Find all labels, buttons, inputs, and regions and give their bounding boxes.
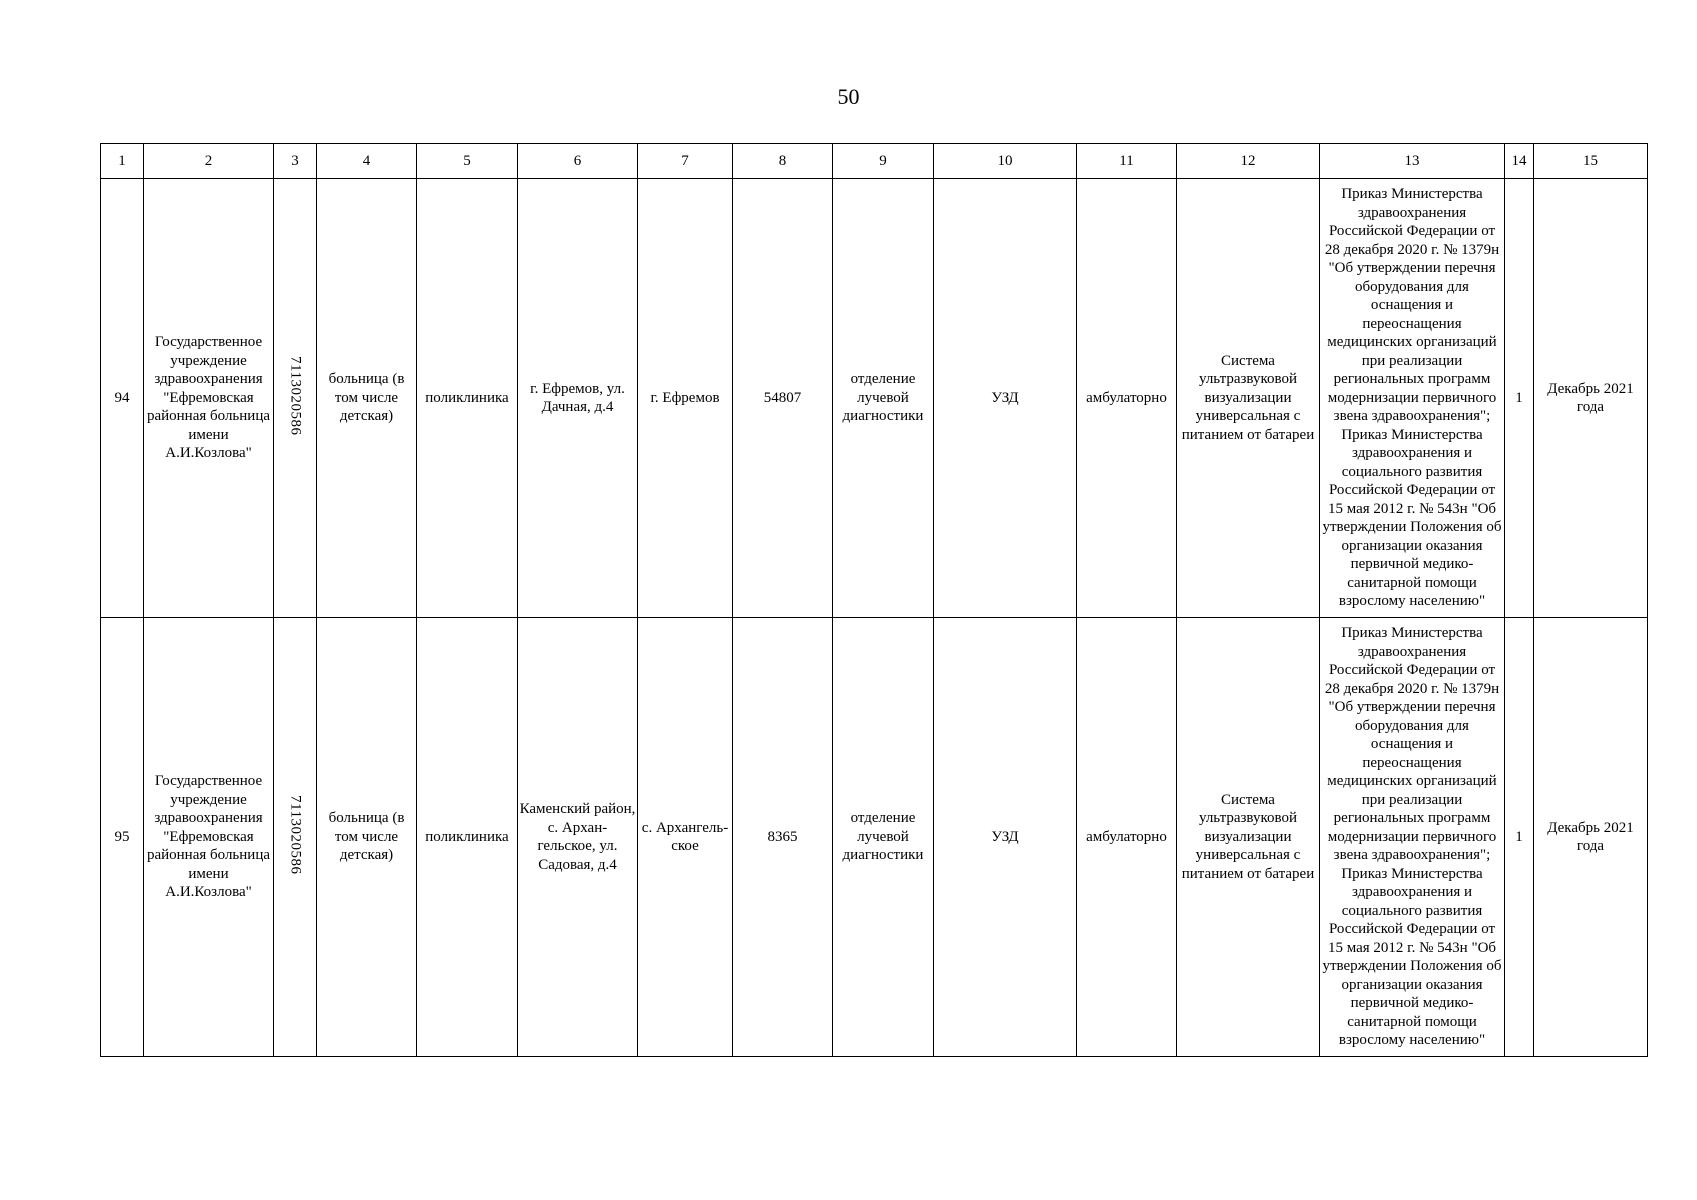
header-cell: 4	[317, 144, 417, 179]
header-cell: 9	[833, 144, 934, 179]
equipment-name: Система ультразвуковой визуализации универсальная с питанием от батареи	[1177, 618, 1320, 1057]
header-row	[101, 144, 1648, 179]
header-cell: 14	[1505, 144, 1534, 179]
address: г. Ефремов, ул. Дачная, д.4	[518, 179, 638, 618]
table-row	[101, 179, 1648, 618]
population: 8365	[733, 618, 833, 1057]
care-condition: амбулаторно	[1077, 618, 1177, 1057]
address: Каменский район, с. Архан-гельское, ул. Садовая, д.4	[518, 618, 638, 1057]
equipment-code: УЗД	[934, 618, 1077, 1057]
inn-value: 7113020586	[287, 794, 304, 874]
row-number: 95	[101, 618, 144, 1057]
equipment-table	[100, 143, 1648, 1057]
unit: отделение лучевой диагностики	[833, 179, 934, 618]
institution-name: Государственное учреждение здравоохранения "Ефремовская районная больница имени А.И.Козлова"	[144, 618, 274, 1057]
legal-basis: Приказ Министерства здравоохранения Российской Федерации от 28 декабря 2020 г. № 1379н "Об утверждении перечня оборудования для оснащения и переоснащения медицинских организаций при реализации региональных программ модернизации первичного звена здравоохранения"; Приказ Министерства здравоохранения и социального развития Российской Федерации от 15 мая 2012 г. № 543н "Об утверждении Положения об организации оказания первичной медико-санитарной помощи взрослому населению"	[1320, 179, 1505, 618]
header-cell: 3	[274, 144, 317, 179]
table-row	[101, 618, 1648, 1057]
delivery-date: Декабрь 2021 года	[1534, 179, 1648, 618]
header-cell: 6	[518, 144, 638, 179]
population: 54807	[733, 179, 833, 618]
delivery-date: Декабрь 2021 года	[1534, 618, 1648, 1057]
department-type: поликлиника	[417, 618, 518, 1057]
header-cell: 8	[733, 144, 833, 179]
quantity: 1	[1505, 618, 1534, 1057]
quantity: 1	[1505, 179, 1534, 618]
header-cell: 5	[417, 144, 518, 179]
header-cell: 15	[1534, 144, 1648, 179]
header-cell: 11	[1077, 144, 1177, 179]
institution-name: Государственное учреждение здравоохранения "Ефремовская районная больница имени А.И.Козлова"	[144, 179, 274, 618]
header-cell: 10	[934, 144, 1077, 179]
department-type: поликлиника	[417, 179, 518, 618]
inn-value: 7113020586	[287, 355, 304, 435]
header-cell: 13	[1320, 144, 1505, 179]
care-condition: амбулаторно	[1077, 179, 1177, 618]
inn-cell	[274, 618, 317, 1057]
locality: с. Архангель-ское	[638, 618, 733, 1057]
header-cell: 1	[101, 144, 144, 179]
equipment-name: Система ультразвуковой визуализации универсальная с питанием от батареи	[1177, 179, 1320, 618]
inn-cell	[274, 179, 317, 618]
page-number: 50	[837, 84, 860, 109]
legal-basis: Приказ Министерства здравоохранения Российской Федерации от 28 декабря 2020 г. № 1379н "Об утверждении перечня оборудования для оснащения и переоснащения медицинских организаций при реализации региональных программ модернизации первичного звена здравоохранения"; Приказ Министерства здравоохранения и социального развития Российской Федерации от 15 мая 2012 г. № 543н "Об утверждении Положения об организации оказания первичной медико-санитарной помощи взрослому населению"	[1320, 618, 1505, 1057]
row-number: 94	[101, 179, 144, 618]
equipment-code: УЗД	[934, 179, 1077, 618]
institution-type: больница (в том числе детская)	[317, 179, 417, 618]
locality: г. Ефремов	[638, 179, 733, 618]
header-cell: 2	[144, 144, 274, 179]
header-cell: 7	[638, 144, 733, 179]
header-cell: 12	[1177, 144, 1320, 179]
institution-type: больница (в том числе детская)	[317, 618, 417, 1057]
unit: отделение лучевой диагностики	[833, 618, 934, 1057]
